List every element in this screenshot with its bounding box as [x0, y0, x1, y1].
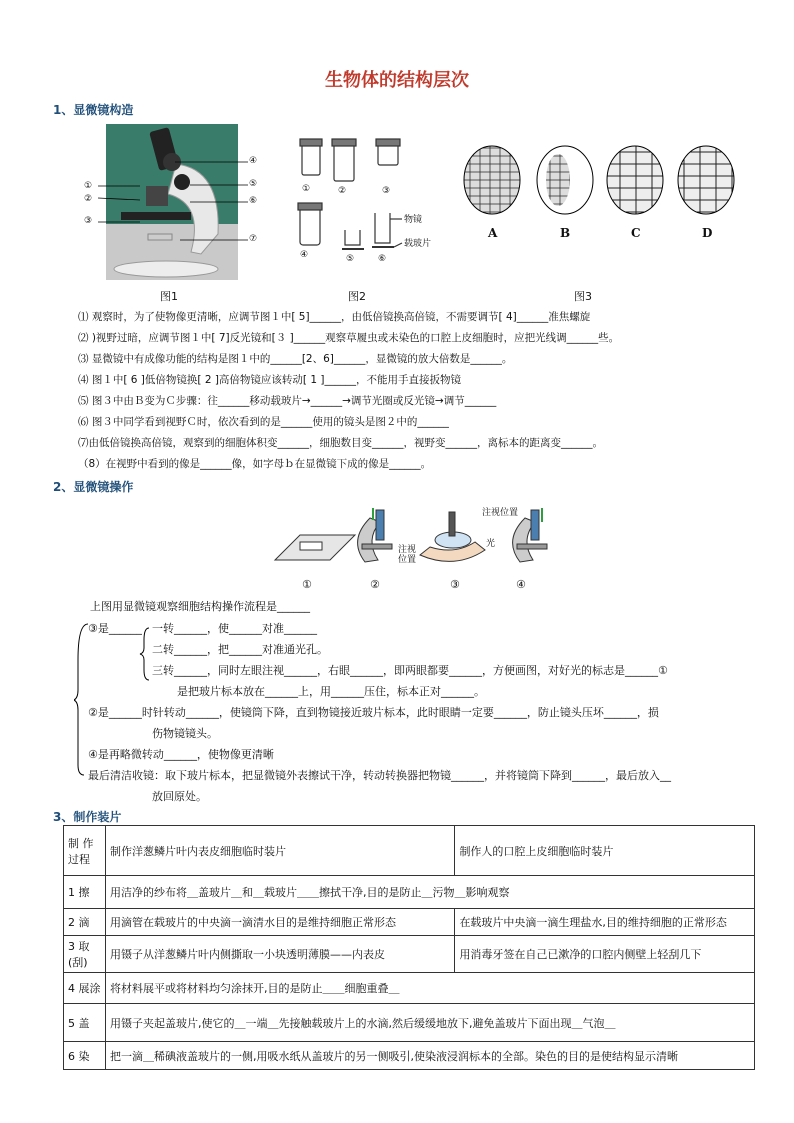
operation-cleanup-cont: 放回原处。 — [152, 790, 207, 803]
operation-step3-head: ③是______ — [88, 622, 142, 635]
fig3-view-c: C — [631, 226, 641, 240]
operation-step1: 是把玻片标本放在______上，用______压住，标本正对______。 — [177, 685, 485, 698]
table-row — [64, 876, 755, 909]
fig4-gaze-label-1: 注视位置 — [398, 545, 417, 565]
operation-turn2: 二转______，把______对准通光孔。 — [152, 643, 328, 656]
fig4-light-label: 光 — [486, 539, 496, 549]
fig1-label-5: ⑤ — [249, 179, 258, 189]
fig2-slide-label: 载玻片 — [404, 239, 432, 249]
table-header-onion: 制作洋葱鳞片叶内表皮细胞临时装片 — [105, 826, 454, 876]
fig4-step-1: ① — [302, 578, 312, 591]
field-of-view-diagram — [460, 140, 740, 220]
operation-step2-cont: 伤物镜镜头。 — [152, 727, 218, 740]
table-step-cell: 1 擦 — [64, 876, 106, 909]
fig2-lens-6: ⑥ — [378, 254, 387, 264]
table-row — [64, 1042, 755, 1070]
operation-step2: ②是______时针转动______，使镜筒下降，直到物镜接近玻片标本，此时眼睛一定要______，防止镜头压坏______，损 — [88, 706, 659, 719]
question-8: （8）在视野中看到的像是______像，如字母ｂ在显微镜下成的像是______。 — [78, 458, 432, 470]
fig3-caption: 图3 — [574, 290, 592, 303]
slide-prep-table — [63, 825, 755, 1070]
table-step-cell: 2 滴 — [64, 909, 106, 936]
table-cheek-cell: 用消毒牙签在自己已漱净的口腔内侧壁上轻刮几下 — [455, 936, 755, 973]
table-step-cell: 5 盖 — [64, 1004, 106, 1042]
fig3-view-a: A — [488, 226, 498, 240]
operation-turn1: 一转______，使______对准______ — [152, 622, 317, 635]
fig2-objective-label: 物镜 — [404, 215, 423, 225]
page-title: 生物体的结构层次 — [325, 70, 469, 91]
fig1-leader-lines — [80, 150, 270, 250]
fig1-label-4: ④ — [249, 156, 258, 166]
table-step-cell: 6 染 — [64, 1042, 106, 1070]
table-merged-cell: 将材料展平或将材料均匀涂抹开,目的是防止＿＿细胞重叠＿ — [105, 973, 754, 1004]
fig4-step-3: ③ — [450, 578, 460, 591]
table-step-cell: 3 取(刮) — [64, 936, 106, 973]
fig1-label-7: ⑦ — [249, 234, 258, 244]
question-1: ⑴ 观察时，为了使物像更清晰，应调节图１中[ 5]______，由低倍镜换高倍镜，不需要调节[ 4]______准焦螺旋 — [78, 311, 591, 323]
fig2-caption: 图2 — [348, 290, 366, 303]
table-step-cell: 4 展涂 — [64, 973, 106, 1004]
table-row — [64, 936, 755, 973]
operation-step4: ④是再略微转动______，使物像更清晰 — [88, 748, 274, 761]
section-heading-2: 2、显微镜操作 — [53, 480, 134, 494]
fig2-lens-1: ① — [302, 184, 311, 194]
fig2-lens-5: ⑤ — [346, 254, 355, 264]
fig4-step-4: ④ — [516, 578, 526, 591]
table-header-row — [64, 826, 755, 876]
operation-intro: 上图用显微镜观察细胞结构操作流程是______ — [90, 600, 310, 613]
fig1-caption: 图1 — [160, 290, 178, 303]
table-onion-cell: 用滴管在载玻片的中央滴一滴清水目的是维持细胞正常形态 — [105, 909, 454, 936]
table-row — [64, 1004, 755, 1042]
table-merged-cell: 用镊子夹起盖玻片,使它的＿一端＿先接触载玻片上的水滴,然后缓缓地放下,避免盖玻片下面出现＿气泡＿ — [105, 1004, 754, 1042]
fig2-lens-2: ② — [338, 186, 347, 196]
table-cheek-cell: 在载玻片中央滴一滴生理盐水,目的维持细胞的正常形态 — [455, 909, 755, 936]
fig4-step-2: ② — [370, 578, 380, 591]
table-row — [64, 909, 755, 936]
question-3: ⑶ 显微镜中有成像功能的结构是图１中的______[2、6]______，显微镜的放大倍数是______。 — [78, 353, 513, 365]
fig1-label-3: ③ — [84, 216, 93, 226]
fig2-lens-3: ③ — [382, 186, 391, 196]
table-header-step: 制 作过程 — [64, 826, 106, 876]
question-4: ⑷ 图１中[ 6 ]低倍物镜换[ 2 ]高倍物镜应该转动[ 1 ]______，不能用手直接扳物镜 — [78, 374, 461, 386]
question-5: ⑸ 图３中由Ｂ变为Ｃ步骤：往______移动载玻片→______→调节光圈或反光镜→调节______ — [78, 395, 497, 407]
question-7: ⑺由低倍镜换高倍镜，观察到的细胞体积变______，细胞数目变______，视野变______，离标本的距离变______。 — [78, 437, 603, 449]
question-6: ⑹ 图３中同学看到视野Ｃ时，依次看到的是______使用的镜头是图２中的______ — [78, 416, 449, 428]
fig3-view-b: B — [560, 226, 571, 240]
table-onion-cell: 用镊子从洋葱鳞片叶内侧撕取一小块透明薄膜——内表皮 — [105, 936, 454, 973]
fig1-label-6: ⑥ — [249, 196, 258, 206]
fig3-view-d: D — [702, 226, 713, 240]
table-merged-cell: 用洁净的纱布将＿盖玻片＿和＿载玻片＿＿擦拭干净,目的是防止＿污物＿影响观察 — [105, 876, 754, 909]
table-row — [64, 973, 755, 1004]
fig4-gaze-label-2: 注视位置 — [482, 508, 519, 518]
table-merged-cell: 把一滴＿稀碘液盖玻片的一侧,用吸水纸从盖玻片的另一侧吸引,使染液浸润标本的全部。染色的目的是使结构显示清晰 — [105, 1042, 754, 1070]
fig1-label-1: ① — [84, 181, 93, 191]
section-heading-1: 1、显微镜构造 — [53, 103, 134, 117]
section-heading-3: 3、制作装片 — [53, 810, 122, 824]
fig2-lens-4: ④ — [300, 250, 309, 260]
question-2: ⑵ )视野过暗，应调节图１中[ 7]反光镜和[３ ]______观察草履虫或未染色的口腔上皮细胞时，应把光线调______些。 — [78, 332, 620, 344]
operation-turn3: 三转______，同时左眼注视______，右眼______，即两眼都要______，方便画图，对好光的标志是______① — [152, 664, 668, 677]
table-header-cheek: 制作人的口腔上皮细胞临时装片 — [455, 826, 755, 876]
fig1-label-2: ② — [84, 194, 93, 204]
operation-cleanup: 最后清洁收镜：取下玻片标本，把显微镜外表擦试干净，转动转换器把物镜______，并将镜筒下降到______，最后放入__ — [88, 769, 671, 782]
